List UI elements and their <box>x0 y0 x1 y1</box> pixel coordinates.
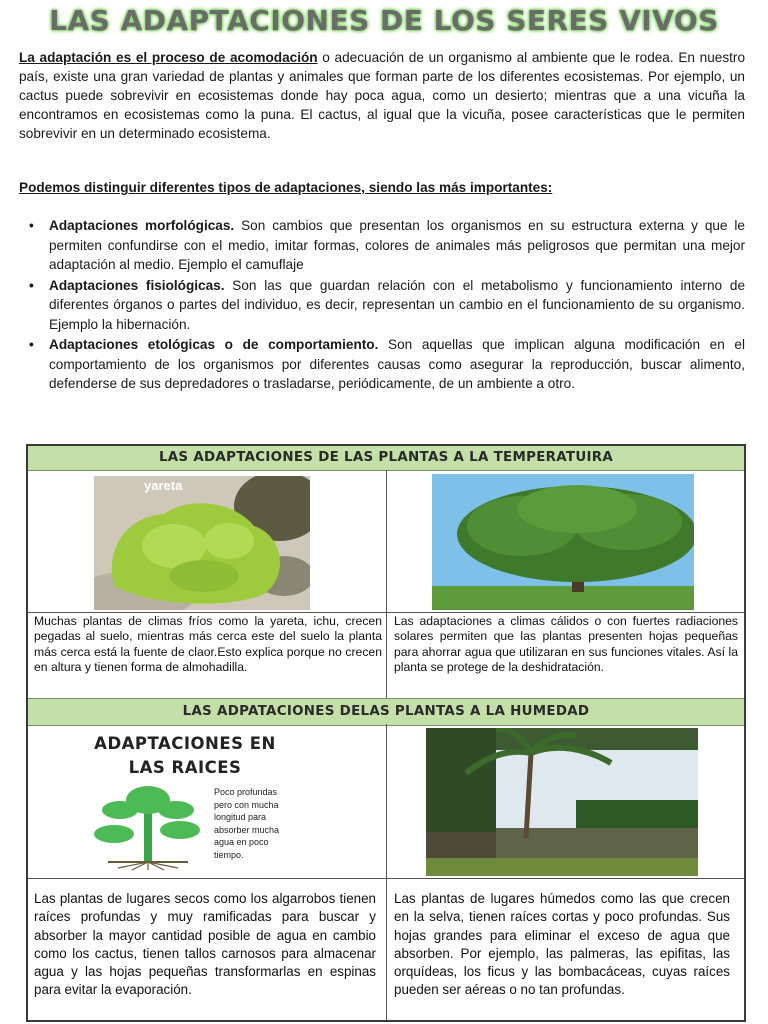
roots-note-line: absorber mucha <box>214 824 280 835</box>
yareta-image <box>94 476 310 610</box>
dry-places-text: Las plantas de lugares secos como los algarrobos tienen raíces profundas y muy ramificadas para buscar y absorber la mayor cantidad posible de agua en cambio como los cactus, tienen tallos carnosos para almacenar agua y las hojas pequeñas transformarlas en espinas para evitar la evaporación. <box>34 891 376 998</box>
list-item <box>19 276 745 335</box>
cold-climate-text: Muchas plantas de climas fríos como la yareta, ichu, crecen pegadas al suelo, mientras más cerca este del suelo la planta más cerca está la fuente de claor.Esto explica porque no crecen en altura y tienen forma de almohadilla. <box>34 614 382 675</box>
roots-note-line: Poco profundas <box>214 787 278 797</box>
roots-note-line: pero con mucha <box>214 799 279 810</box>
roots-note <box>214 786 314 862</box>
temperature-header: LAS ADAPTACIONES DE LAS PLANTAS A LA TEMPERATUIRA <box>28 446 744 471</box>
tree-illustration <box>432 474 694 610</box>
intro-lead: La adaptación es el proceso de acomodación <box>19 50 318 65</box>
humidity-header: LAS ADPATACIONES DELAS PLANTAS A LA HUMEDAD <box>28 698 744 726</box>
bullet-text: Son aquellas que implican alguna modificación en el comportamiento de los organismos por diferentes causas como asegurar la reproducción, buscar alimento, defenderse de sus depredadores o trasladarse, periódicamente, de un ambiente a otro. <box>49 337 745 391</box>
palm-lake-image <box>426 728 698 876</box>
roots-title <box>80 732 290 780</box>
bullet-icon: • <box>29 337 34 352</box>
column-divider <box>386 470 387 698</box>
roots-note-line: agua en poco <box>214 837 269 848</box>
bullet-icon: • <box>29 218 34 233</box>
list-item <box>19 216 745 275</box>
warm-climate-text: Las adaptaciones a climas cálidos o con fuertes radiaciones solares permiten que las plantas presenten hojas pequeñas para ahorrar agua que utilizaran en sus funciones vitales. Así la planta se protege de la deshidratación. <box>394 614 738 675</box>
intro-paragraph <box>19 48 745 143</box>
roots-title-line-1: ADAPTACIONES EN <box>94 734 276 753</box>
bullet-term: Adaptaciones morfológicas. <box>49 218 235 233</box>
list-item <box>19 335 745 394</box>
row-divider <box>28 878 744 879</box>
intro-rest: o adecuación de un organismo al ambiente que le rodea. En nuestro país, existe una gran variedad de plantas y animales que forman parte de los diferentes ecosistemas. Por ejemplo, un cactus puede sobrevivir en ecosistemas donde hay poca agua, como un desierto; mientras que a una vicuña la encontramos en ecosistemas como la puna. El cactus, al igual que la vicuña, posee características que le permiten sobrevivir en un determinado ecosistema. <box>19 50 746 141</box>
bullet-text: Son las que guardan relación con el metabolismo y funcionamiento interno de diferentes órganos o partes del individuo, es decir, representan un cambio en el funcionamiento de su organismo. Ejemplo la hibernación. <box>49 277 745 332</box>
bullet-term: Adaptaciones fisiológicas. <box>49 277 225 293</box>
bullet-term: Adaptaciones etológicas o de comportamiento. <box>49 337 379 352</box>
row-divider <box>28 612 744 613</box>
roots-title-line-2: LAS RAICES <box>128 758 242 777</box>
palm-lake-illustration <box>426 728 698 876</box>
roots-note-line: tiempo. <box>214 849 244 860</box>
tree-image <box>432 474 694 610</box>
roots-note-line: longitud para <box>214 812 267 823</box>
humid-places-text: Las plantas de lugares húmedos como las que crecen en la selva, tienen raíces cortas y poco profundas. Sus hojas grandes para eliminar el exceso de agua que absorben. Por ejemplo, las palmeras, las epifitas, las orquídeas, los ficus y las bombacáceas, cuyas raíces pueden ser aéreas o no tan profundas. <box>394 891 730 998</box>
bullet-text: Son cambios que presentan los organismos en su estructura externa y que le permiten confundirse con el medio, imitar formas, colores de animales más peligrosos que permitan una mejor adaptación al medio. Ejemplo el camuflaje <box>49 218 745 272</box>
page-title: LAS ADAPTACIONES DE LOS SERES VIVOS <box>49 4 719 37</box>
plant-adaptations-table <box>26 444 746 1022</box>
types-heading: Podemos distinguir diferentes tipos de adaptaciones, siendo las más importantes: <box>19 180 553 195</box>
column-divider <box>386 724 387 1020</box>
yareta-illustration <box>94 476 310 610</box>
bullet-icon: • <box>29 277 34 293</box>
yareta-label: yareta <box>144 478 183 493</box>
cactus-roots-icon <box>88 780 208 872</box>
adaptation-types-list <box>19 216 745 395</box>
